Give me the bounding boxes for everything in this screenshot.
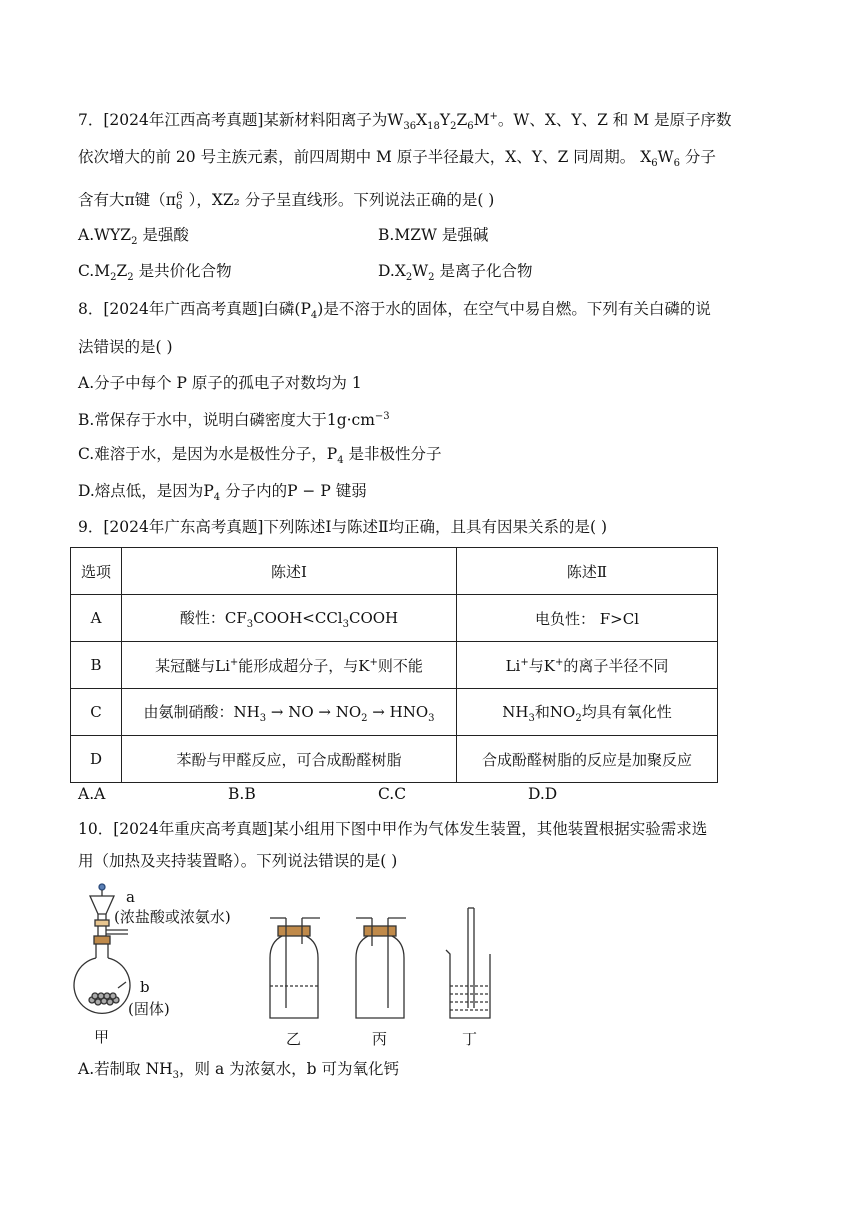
label-bing: 丙 <box>372 1030 388 1048</box>
q9-answer-c: C.C <box>378 785 407 803</box>
q8-option-d: D.熔点低，是因为$P_4$ 分子内的P − P 键弱 <box>78 482 367 504</box>
formula-cation: $W_{36}X_{18}Y_2Z_6M^+$ <box>387 111 498 133</box>
q7-option-c: $C.M_2Z_2$ 是共价化合物 <box>78 262 232 284</box>
table-row: D 苯酚与甲醛反应，可合成酚醛树脂 合成酚醛树脂的反应是加聚反应 <box>71 736 718 783</box>
q10-option-a: A.若制取 $NH_3$，则 a 为浓氨水，b 可为氧化钙 <box>78 1060 399 1082</box>
table-row: C 由氨制硝酸：$NH_3$ → NO → $NO_2 \to HNO_3$ $NH_3$和$NO_2$均具有氧化性 <box>71 689 718 736</box>
q8-option-a: A.分子中每个 P 原子的孤电子对数均为 1 <box>78 374 362 392</box>
q9-stem: 9．[2024年广东高考真题]下列陈述Ⅰ与陈述Ⅱ均正确，且具有因果关系的是( ) <box>78 518 608 536</box>
label-ding: 丁 <box>462 1030 478 1048</box>
q9-table <box>70 547 718 783</box>
q7-option-d: $D.X_2W_2$ 是离子化合物 <box>378 262 533 284</box>
table-header-row: 选项 陈述Ⅰ 陈述Ⅱ <box>71 548 718 595</box>
label-jia: 甲 <box>94 1028 110 1046</box>
q9-answer-a: A.A <box>78 785 106 803</box>
q8-line2: 法错误的是( ) <box>78 338 173 356</box>
label-yi: 乙 <box>286 1030 302 1048</box>
label-a: a <box>126 888 135 906</box>
q7-line3: 含有大π键（$\pi_6^6$ ），XZ₂ 分子呈直线形。下列说法正确的是( ) <box>78 191 495 213</box>
q8-option-b: B.常保存于水中，说明白磷密度大于$1g\cdot cm^{-3}$ <box>78 411 390 430</box>
q7-line2: 依次增大的前 20 号主族元素，前四周期中 M 原子半径最大，X、Y、Z 同周期。 $X_6W_6$ 分子 <box>78 148 716 170</box>
q9-answer-d: D.D <box>528 785 558 803</box>
q8-line1: 8．[2024年广西高考真题]白磷$(P_4)$是不溶于水的固体，在空气中易自燃。下列有关白磷的说 <box>78 300 711 322</box>
table-row: B 某冠醚与Li+能形成超分子，与K+则不能 Li+与K+的离子半径不同 <box>71 642 718 689</box>
label-a-note: (浓盐酸或浓氨水) <box>114 908 231 926</box>
formula-pi66: $\pi_6^6$ <box>165 191 183 213</box>
q7-option-a: $A.WYZ_2$ 是强酸 <box>78 226 189 248</box>
formula-p4: $(P_4)$ <box>294 300 324 322</box>
apparatus-figure <box>70 878 510 1048</box>
apparatus-drawing <box>70 878 510 1048</box>
table-row: A 酸性：$CF_3COOH<CCl_3COOH$ 电负性： F>Cl <box>71 595 718 642</box>
q8-option-c: C.难溶于水，是因为水是极性分子，$P_4$ 是非极性分子 <box>78 445 442 467</box>
q10-line1: 10．[2024年重庆高考真题]某小组用下图中甲作为气体发生装置，其他装置根据实验需求选 <box>78 820 708 838</box>
q7-option-b: B.MZW 是强碱 <box>378 226 489 244</box>
label-b: b <box>140 978 150 996</box>
q9-answer-b: B.B <box>228 785 256 803</box>
formula-x6w6: $X_6W_6$ <box>640 148 680 170</box>
q7-line1: 7．[2024年江西高考真题]某新材料阳离子为$W_{36}X_{18}Y_2Z_6M^+$。W、X、Y、Z 和 M 是原子序数 <box>78 111 732 133</box>
label-b-note: (固体) <box>128 1000 170 1018</box>
q10-line2: 用（加热及夹持装置略）。下列说法错误的是( ) <box>78 852 398 870</box>
